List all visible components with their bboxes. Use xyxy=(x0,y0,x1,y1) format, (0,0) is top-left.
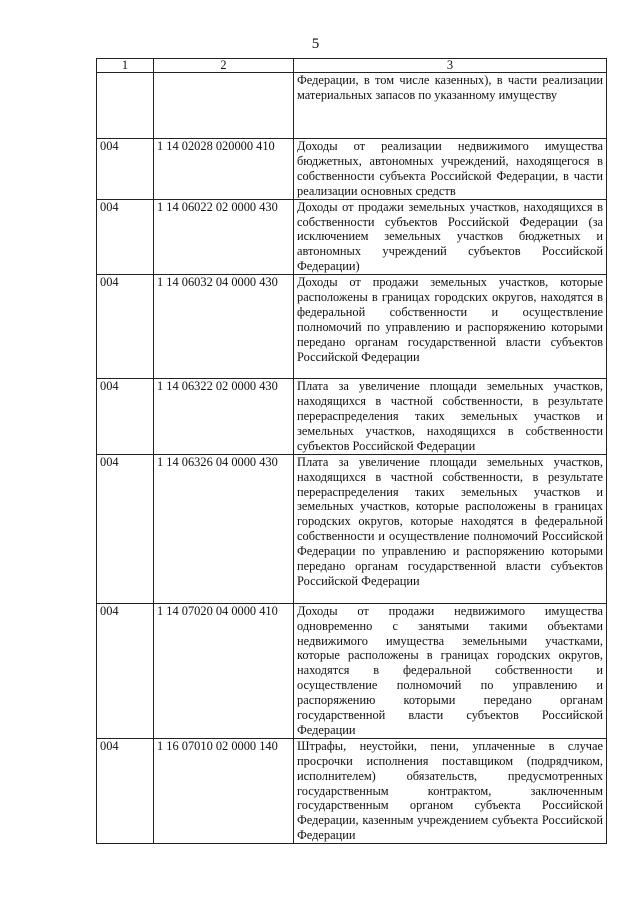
admin-code-cell: 004 xyxy=(97,454,154,603)
header-cell-2: 2 xyxy=(154,59,294,73)
table-row xyxy=(97,454,607,603)
admin-code-cell: 004 xyxy=(97,738,154,843)
revenue-code-cell: 1 14 07020 04 0000 410 xyxy=(154,603,294,738)
revenue-codes-table xyxy=(96,58,607,844)
table-row xyxy=(97,738,607,843)
admin-code-cell: 004 xyxy=(97,199,154,275)
admin-code-cell: 004 xyxy=(97,139,154,200)
admin-code-cell: 004 xyxy=(97,603,154,738)
admin-code-cell xyxy=(97,73,154,139)
header-cell-3: 3 xyxy=(294,59,607,73)
table-row xyxy=(97,139,607,200)
revenue-description-cell: Плата за увеличение площади земельных участков, находящихся в частной собственности, в результате перераспределения таких земельных участков и земельных участков, находящихся в собственности субъектов Российской Федерации xyxy=(294,379,607,455)
table-row xyxy=(97,603,607,738)
revenue-description-cell: Доходы от продажи земельных участков, которые расположены в границах городских округов, находятся в федеральной собственности и осуществление полномочий по управлению и распоряжению которыми передано органам государственной власти субъектов Российской Федерации xyxy=(294,275,607,379)
table-row xyxy=(97,73,607,139)
revenue-description-cell: Плата за увеличение площади земельных участков, находящихся в частной собственности, в результате перераспределения таких земельных участков и земельных участков, которые расположены в границах городских округов, которые находятся в федеральной собственности и осуществление полномочий Российской Федерации по управлению и распоряжению которыми передано органам государственной власти субъектов Российской Федерации xyxy=(294,454,607,603)
revenue-code-cell: 1 16 07010 02 0000 140 xyxy=(154,738,294,843)
revenue-description-cell: Доходы от продажи недвижимого имущества одновременно с занятыми такими объектами недвижимого имущества земельными участками, которые расположены в границах городских округов, находятся в федеральной собственности и осуществление полномочий по управлению и распоряжению которыми передано органам государственной власти субъектов Российской Федерации xyxy=(294,603,607,738)
table-row xyxy=(97,379,607,455)
page-number: 5 xyxy=(311,36,320,52)
revenue-code-cell: 1 14 06022 02 0000 430 xyxy=(154,199,294,275)
table-header-row xyxy=(97,59,607,73)
revenue-code-cell: 1 14 06322 02 0000 430 xyxy=(154,379,294,455)
revenue-code-cell: 1 14 06326 04 0000 430 xyxy=(154,454,294,603)
admin-code-cell: 004 xyxy=(97,275,154,379)
table-row xyxy=(97,199,607,275)
revenue-code-cell: 1 14 02028 020000 410 xyxy=(154,139,294,200)
table-row xyxy=(97,275,607,379)
revenue-description-cell: Доходы от продажи земельных участков, находящихся в собственности субъектов Российской Федерации (за исключением земельных участков бюджетных и автономных учреждений субъектов Российской Федерации) xyxy=(294,199,607,275)
revenue-code-cell xyxy=(154,73,294,139)
admin-code-cell: 004 xyxy=(97,379,154,455)
revenue-description-cell: Штрафы, неустойки, пени, уплаченные в случае просрочки исполнения поставщиком (подрядчиком, исполнителем) обязательств, предусмотренных государственным контрактом, заключенным государственным органом субъекта Российской Федерации, казенным учреждением субъекта Российской Федерации xyxy=(294,738,607,843)
header-cell-1: 1 xyxy=(97,59,154,73)
revenue-description-cell: Доходы от реализации недвижимого имущества бюджетных, автономных учреждений, находящегося в собственности субъекта Российской Федерации, в части реализации основных средств xyxy=(294,139,607,200)
revenue-description-cell: Федерации, в том числе казенных), в части реализации материальных запасов по указанному имуществу xyxy=(294,73,607,139)
revenue-code-cell: 1 14 06032 04 0000 430 xyxy=(154,275,294,379)
